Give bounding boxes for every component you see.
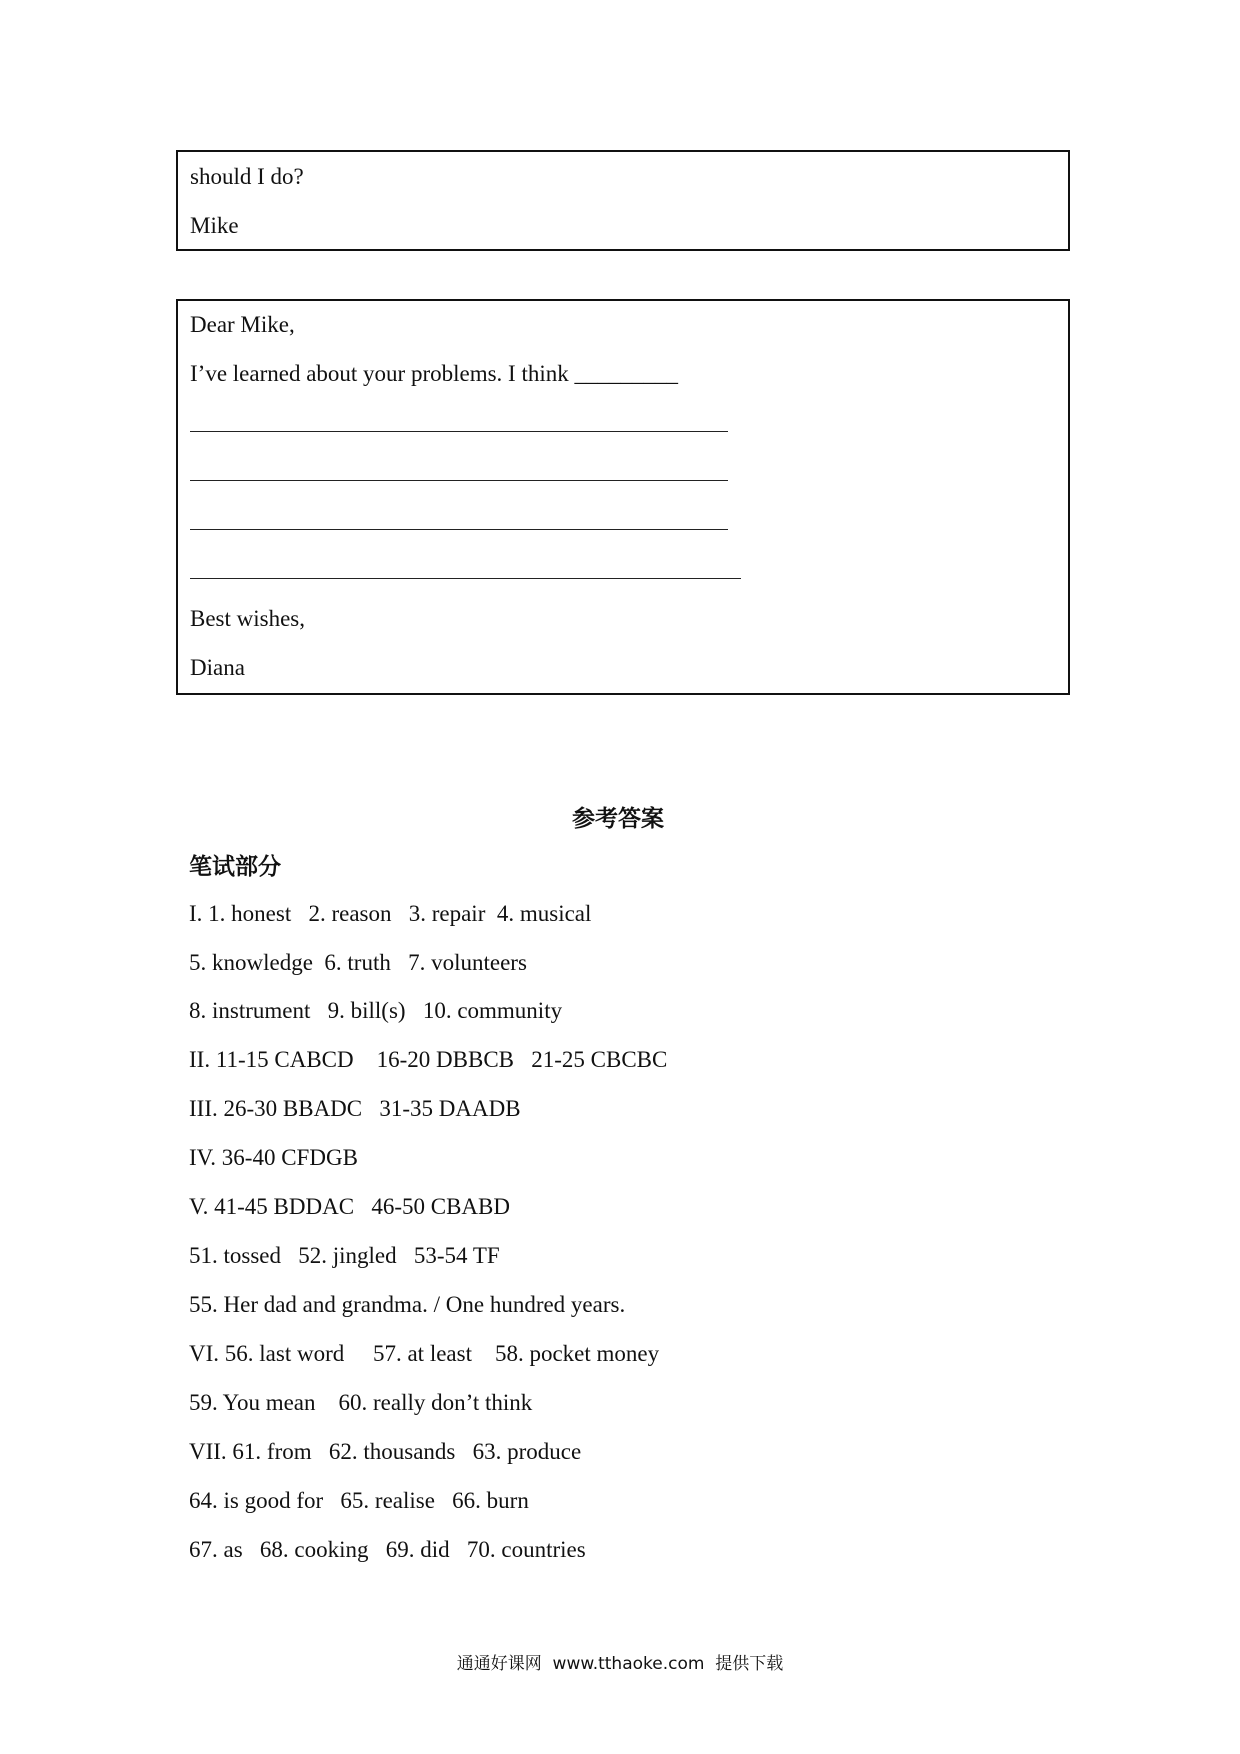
answer-line: 67. as 68. cooking 69. did 70. countries: [189, 1537, 586, 1562]
answer-line: 8. instrument 9. bill(s) 10. community: [189, 998, 563, 1023]
answer-line: IV. 36-40 CFDGB: [189, 1145, 358, 1170]
answer-line: 64. is good for 65. realise 66. burn: [189, 1488, 529, 1513]
answer-key-title: 参考答案: [572, 806, 664, 832]
answer-line: V. 41-45 BDDAC 46-50 CBABD: [189, 1194, 510, 1219]
answer-line: 55. Her dad and grandma. / One hundred years.: [189, 1292, 626, 1317]
writing-line: [190, 480, 728, 481]
answer-line: VII. 61. from 62. thousands 63. produce: [189, 1439, 582, 1464]
reply-signature: Diana: [190, 655, 245, 680]
reply-opening: I’ve learned about your problems. I think _________: [190, 361, 678, 386]
reply-box: [176, 299, 1070, 695]
letter-box: [176, 150, 1070, 251]
answer-line: I. 1. honest 2. reason 3. repair 4. musical: [189, 901, 592, 926]
writing-line: [190, 431, 728, 432]
reply-greeting: Dear Mike,: [190, 312, 295, 337]
written-section-title: 笔试部分: [189, 854, 281, 880]
letter-line: should I do?: [190, 164, 304, 189]
answer-line: III. 26-30 BBADC 31-35 DAADB: [189, 1096, 521, 1121]
answer-line: II. 11-15 CABCD 16-20 DBBCB 21-25 CBCBC: [189, 1047, 668, 1072]
writing-line: [190, 529, 728, 530]
writing-line: [190, 578, 741, 579]
answer-line: 59. You mean 60. really don’t think: [189, 1390, 533, 1415]
letter-signature: Mike: [190, 213, 239, 238]
answer-line: VI. 56. last word 57. at least 58. pocket money: [189, 1341, 660, 1366]
answer-line: 5. knowledge 6. truth 7. volunteers: [189, 950, 527, 975]
page-footer: 通通好课网 www.tthaoke.com 提供下载: [456, 1654, 784, 1674]
answer-line: 51. tossed 52. jingled 53-54 TF: [189, 1243, 500, 1268]
reply-closing: Best wishes,: [190, 606, 305, 631]
